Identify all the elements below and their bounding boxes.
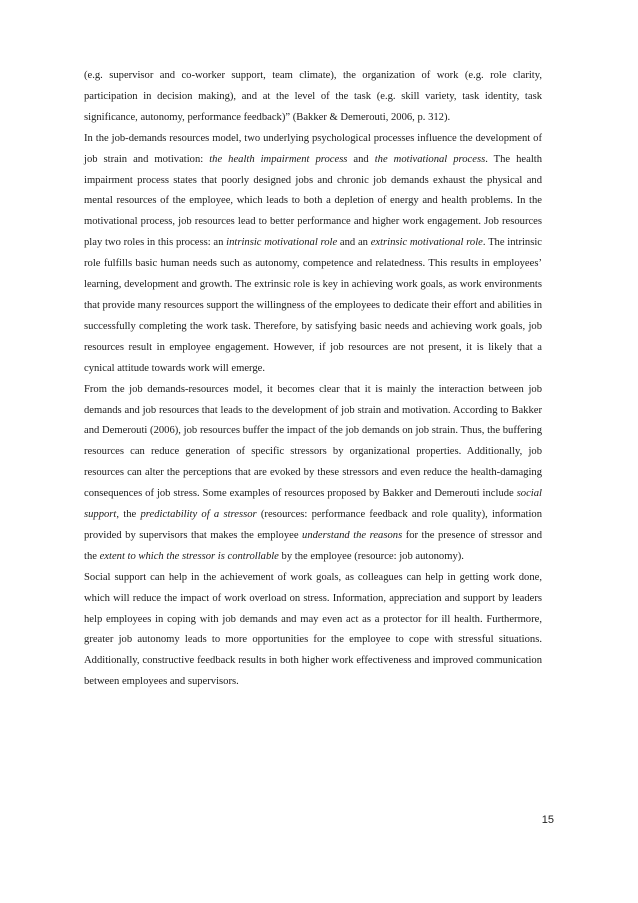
paragraph [84,568,542,693]
paragraph [84,66,542,129]
italic-text-run: extrinsic motivational role [370,237,483,249]
italic-text-run: predictability of a stressor [140,509,257,521]
italic-text-run: the health impairment process [209,153,348,165]
text-run: . The intrinsic role fulfills basic human needs such as autonomy, competence and relatedness. This results in employees’ learning, development and growth. The extrinsic role is key in achieving work goals, as work environments that provide many resources support the willingness of the employees to dedicate their effort and abilities in successfully completing the work task. Therefore, by satisfying basic needs and achieving work goals, job resources result in employee engagement. However, if job resources are not present, it is likely that a cynical attitude towards work will emerge. [84,237,542,374]
italic-text-run: social support [84,488,542,521]
italic-text-run: understand the reasons [302,529,403,541]
text-run: , the [116,509,141,521]
paragraph [84,380,542,568]
paragraph [84,129,542,380]
text-run: by the employee (resource: job autonomy). [278,550,464,562]
text-run: and [347,153,375,165]
text-run: (e.g. supervisor and co-worker support, team climate), the organization of work (e.g. role clarity, participation in decision making), and at the level of the task (e.g. skill variety, task identity, task significance, autonomy, performance feedback)” (Bakker & Demerouti, 2006, p. 312). [84,70,542,123]
italic-text-run: the motivational process [374,153,486,165]
page-number: 15 [541,814,554,826]
text-run: Social support can help in the achievement of work goals, as colleagues can help in getting work done, which will reduce the impact of work overload on stress. Information, appreciation and support by leaders help employees in coping with job demands and may even act as a protector for ill health. Furthermore, greater job autonomy leads to more opportunities for the employee to cope with stressful situations. Additionally, constructive feedback results in both higher work effectiveness and improved communication between employees and supervisors. [84,571,542,688]
text-run: From the job demands-resources model, it becomes clear that it is mainly the interaction between job demands and job resources that leads to the development of job strain and motivation. According to Bakker and Demerouti (2006), job resources buffer the impact of the job demands on job strain. Thus, the buffering resources can reduce generation of specific stressors by organizational properties. Additionally, job resources can alter the perceptions that are evoked by these stressors and even reduce the health-damaging consequences of job stress. Some examples of resources proposed by Bakker and Demerouti include [84,383,542,500]
body-text [84,66,542,693]
text-run: . The health impairment process states that poorly designed jobs and chronic job demands exhaust the physical and mental resources of the employee, which leads to both a depletion of energy and health problems. In the motivational process, job resources lead to better performance and higher work engagement. Job resources play two roles in this process: an [84,153,543,249]
text-run: In the job-demands resources model, two underlying psychological processes influence the development of job strain and motivation: [84,132,542,165]
italic-text-run: intrinsic motivational role [226,237,338,249]
italic-text-run: extent to which the stressor is controllable [99,550,279,562]
text-run: for the presence of stressor and the [84,529,542,562]
text-run: (resources: performance feedback and role quality), information provided by supervisors that makes the employee [84,509,543,541]
text-run: and an [337,237,371,249]
